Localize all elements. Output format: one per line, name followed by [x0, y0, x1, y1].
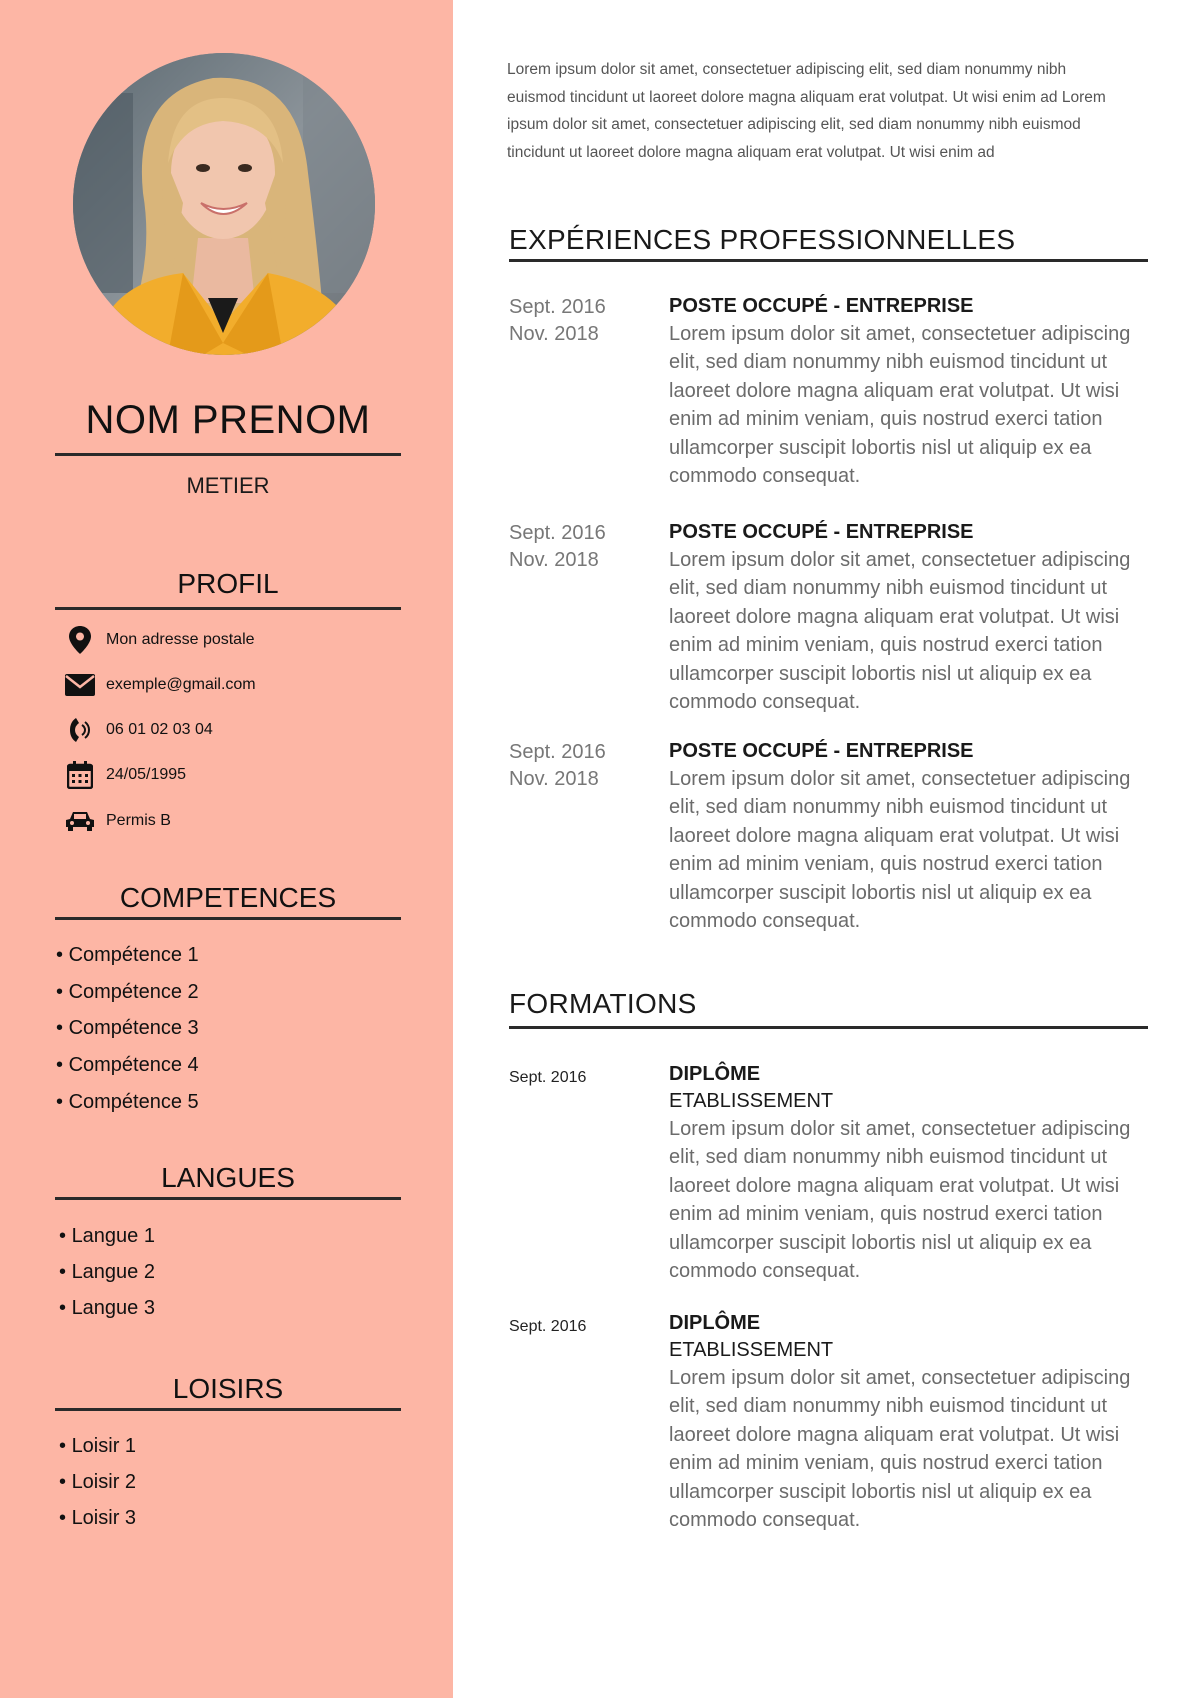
- entry-school: ETABLISSEMENT: [669, 1339, 834, 1361]
- education-date: Sept. 2016: [509, 1069, 587, 1086]
- entry-description: Lorem ipsum dolor sit amet, consectetuer adipiscing elit, sed diam nonummy nibh euismod tincidunt ut laoreet dolore magna aliquam erat volutpat. Ut wisi enim ad minim veniam, quis nostrud exerci tation ullamcorper suscipit lobortis nisl ut aliquip ex ea commodo consequat.: [669, 768, 1131, 933]
- education-heading: FORMATIONS: [509, 988, 697, 1019]
- entry-title: POSTE OCCUPÉ - ENTREPRISE: [669, 295, 974, 317]
- phone-icon: [64, 715, 96, 745]
- experience-dates: [509, 520, 606, 574]
- experience-entry: [669, 293, 1149, 490]
- contact-license: [64, 806, 171, 836]
- entry-description: Lorem ipsum dolor sit amet, consectetuer adipiscing elit, sed diam nonummy nibh euismod tincidunt ut laoreet dolore magna aliquam erat volutpat. Ut wisi enim ad minim veniam, quis nostrud exerci tation ullamcorper suscipit lobortis nisl ut aliquip ex ea commodo consequat.: [669, 1367, 1131, 1532]
- experience-entry: [669, 738, 1149, 935]
- location-pin-icon: [64, 625, 96, 655]
- envelope-icon: [64, 670, 96, 700]
- start-date: Sept. 2016: [509, 741, 606, 763]
- list-item: • Loisir 3: [59, 1507, 136, 1530]
- entry-description: Lorem ipsum dolor sit amet, consectetuer adipiscing elit, sed diam nonummy nibh euismod tincidunt ut laoreet dolore magna aliquam erat volutpat. Ut wisi enim ad minim veniam, quis nostrud exerci tation ullamcorper suscipit lobortis nisl ut aliquip ex ea commodo consequat.: [669, 323, 1131, 488]
- languages-heading: LANGUES: [161, 1162, 295, 1193]
- portrait-image: [73, 53, 375, 355]
- list-item: • Langue 3: [59, 1297, 155, 1320]
- license-text: Permis B: [106, 812, 171, 829]
- job-title: METIER: [186, 473, 270, 498]
- car-icon: [64, 806, 96, 836]
- list-item: • Loisir 1: [59, 1435, 136, 1458]
- hobbies-divider: [55, 1408, 401, 1411]
- skills-heading: COMPETENCES: [119, 882, 337, 913]
- list-item: • Compétence 2: [56, 981, 199, 1004]
- experience-dates: [509, 294, 606, 348]
- entry-description: Lorem ipsum dolor sit amet, consectetuer adipiscing elit, sed diam nonummy nibh euismod tincidunt ut laoreet dolore magna aliquam erat volutpat. Ut wisi enim ad minim veniam, quis nostrud exerci tation ullamcorper suscipit lobortis nisl ut aliquip ex ea commodo consequat.: [669, 549, 1131, 714]
- entry-title: POSTE OCCUPÉ - ENTREPRISE: [669, 521, 974, 543]
- end-date: Nov. 2018: [509, 768, 599, 790]
- experience-dates: [509, 739, 606, 793]
- entry-degree: DIPLÔME: [669, 1312, 761, 1334]
- contact-phone: [64, 715, 213, 745]
- contact-email: [64, 670, 256, 700]
- email-text: exemple@gmail.com: [106, 676, 256, 693]
- entry-degree: DIPLÔME: [669, 1063, 761, 1085]
- intro-paragraph: Lorem ipsum dolor sit amet, consectetuer adipiscing elit, sed diam nonummy nibh euismod tincidunt ut laoreet dolore magna aliquam erat volutpat. Ut wisi enim ad Lorem ipsum dolor sit amet, consectetuer adipiscing elit, sed diam nonummy nibh euismod tincidunt ut laoreet dolore magna aliquam erat volutpat. Ut wisi enim ad: [507, 61, 1106, 161]
- languages-divider: [55, 1197, 401, 1200]
- education-divider: [509, 1026, 1148, 1029]
- skills-divider: [55, 917, 401, 920]
- entry-description: Lorem ipsum dolor sit amet, consectetuer adipiscing elit, sed diam nonummy nibh euismod tincidunt ut laoreet dolore magna aliquam erat volutpat. Ut wisi enim ad minim veniam, quis nostrud exerci tation ullamcorper suscipit lobortis nisl ut aliquip ex ea commodo consequat.: [669, 1118, 1131, 1283]
- person-name: NOM PRENOM: [85, 398, 371, 442]
- start-date: Sept. 2016: [509, 296, 606, 318]
- birthdate-text: 24/05/1995: [106, 766, 187, 783]
- list-item: • Langue 2: [59, 1261, 155, 1284]
- list-item: • Loisir 2: [59, 1471, 136, 1494]
- list-item: • Compétence 1: [56, 944, 199, 967]
- entry-title: POSTE OCCUPÉ - ENTREPRISE: [669, 740, 974, 762]
- experience-divider: [509, 259, 1148, 262]
- phone-text: 06 01 02 03 04: [106, 721, 213, 738]
- experience-entry: [669, 519, 1149, 716]
- list-item: • Compétence 3: [56, 1017, 199, 1040]
- education-date: Sept. 2016: [509, 1318, 587, 1335]
- profile-divider: [55, 607, 401, 610]
- education-entry: [669, 1310, 1149, 1534]
- sidebar: [0, 0, 453, 1698]
- profile-heading: PROFIL: [177, 568, 279, 599]
- list-item: • Compétence 5: [56, 1091, 199, 1114]
- end-date: Nov. 2018: [509, 549, 599, 571]
- list-item: • Langue 1: [59, 1225, 155, 1248]
- start-date: Sept. 2016: [509, 522, 606, 544]
- education-entry: [669, 1061, 1149, 1285]
- hobbies-heading: LOISIRS: [172, 1373, 284, 1404]
- calendar-icon: [64, 760, 96, 790]
- experience-heading: EXPÉRIENCES PROFESSIONNELLES: [509, 224, 1016, 255]
- profile-photo: [73, 53, 375, 355]
- end-date: Nov. 2018: [509, 323, 599, 345]
- contact-address: [64, 625, 255, 655]
- contact-birthdate: [64, 760, 186, 790]
- name-divider: [55, 453, 401, 456]
- address-text: Mon adresse postale: [106, 631, 255, 648]
- entry-school: ETABLISSEMENT: [669, 1090, 834, 1112]
- list-item: • Compétence 4: [56, 1054, 199, 1077]
